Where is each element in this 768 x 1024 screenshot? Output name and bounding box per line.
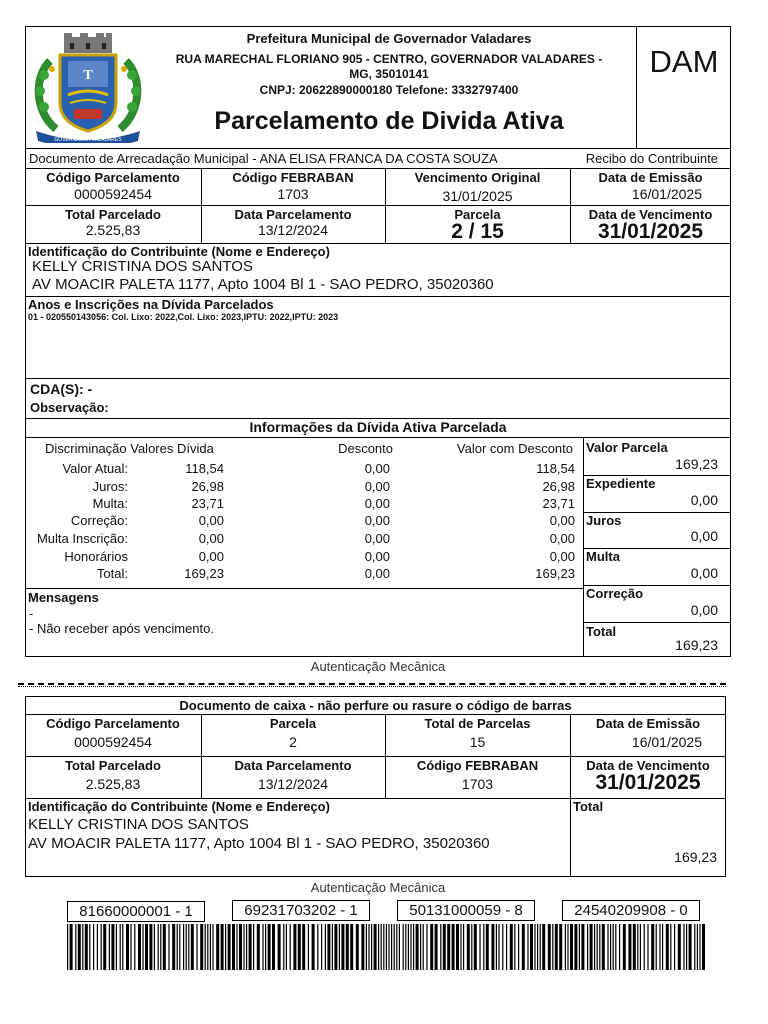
codigo-febraban-label: Código FEBRABAN [232, 170, 354, 185]
caixa-codigo-febraban-label: Código FEBRABAN [416, 758, 539, 773]
caixa-data-vencimento-label: Data de Vencimento [586, 758, 710, 773]
total-parcelado-value: 2.525,83 [85, 222, 141, 238]
linha-digitavel-campo: 50131000059 - 8 [397, 900, 535, 921]
caixa-contribuinte-endereco: AV MOACIR PALETA 1177, Apto 1004 Bl 1 - SAO PEDRO, 35020360 [28, 835, 490, 852]
codigo-parcelamento-value: 0000592454 [74, 186, 152, 202]
linha-digitavel-campo: 69231703202 - 1 [232, 900, 370, 921]
header-valor-com-desconto: Valor com Desconto [456, 441, 573, 456]
prefeitura-address-line1: RUA MARECHAL FLORIANO 905 - CENTRO, GOVERNADOR VALADARES - [175, 52, 603, 66]
resumo-value: 169,23 [675, 456, 718, 472]
autenticacao-mecanica: Autenticação Mecânica [310, 659, 446, 674]
resumo-label: Juros [586, 513, 622, 528]
prefeitura-cnpj: CNPJ: 20622890000180 Telefone: 3332797400 [259, 83, 519, 97]
table-row-label: Multa Inscrição: [36, 531, 128, 546]
caixa-parcela-label: Parcela [269, 716, 317, 731]
document-title: Parcelamento de Divida Ativa [214, 107, 564, 135]
cut-line [18, 683, 726, 687]
data-parcelamento-label: Data Parcelamento [234, 207, 352, 222]
data-parcelamento-value: 13/12/2024 [257, 222, 329, 238]
mensagens-linha2: - Não receber após vencimento. [29, 621, 214, 636]
caixa-data-parcelamento-value: 13/12/2024 [257, 776, 329, 792]
caixa-contribuinte-nome: KELLY CRISTINA DOS SANTOS [28, 816, 249, 833]
table-row-com-desconto: 0,00 [549, 549, 575, 564]
table-row-desconto: 0,00 [364, 513, 390, 528]
caixa-codigo-febraban-value: 1703 [461, 776, 494, 792]
caixa-data-vencimento-value: 31/01/2025 [595, 771, 701, 794]
total-parcelado-label: Total Parcelado [65, 207, 161, 222]
cda-label: CDA(S): - [30, 381, 93, 397]
resumo-value: 0,00 [690, 565, 718, 581]
table-row-com-desconto: 0,00 [549, 513, 575, 528]
caixa-total-parcelas-label: Total de Parcelas [424, 716, 531, 731]
parcela-value: 2 / 15 [451, 220, 504, 243]
prefeitura-address-line2: MG, 35010141 [349, 67, 429, 81]
table-row-desconto: 0,00 [364, 461, 390, 476]
table-row-label: Correção: [70, 513, 128, 528]
linha-digitavel-campo: 81660000001 - 1 [67, 901, 205, 922]
table-row-valor: 26,98 [191, 479, 224, 494]
caixa-data-parcelamento-label: Data Parcelamento [234, 758, 352, 773]
table-row-valor: 0,00 [198, 513, 224, 528]
table-row-desconto: 0,00 [364, 479, 390, 494]
resumo-value: 169,23 [675, 637, 718, 653]
table-row-desconto: 0,00 [364, 531, 390, 546]
contribuinte-label: Identificação do Contribuinte (Nome e Endereço) [28, 244, 330, 259]
caixa-total-value: 169,23 [674, 849, 717, 865]
table-row-valor: 0,00 [198, 531, 224, 546]
table-row-label: Honorários [64, 549, 128, 564]
observacao-label: Observação: [30, 400, 109, 415]
table-row-label: Valor Atual: [62, 461, 128, 476]
table-row-label: Total: [96, 566, 128, 581]
resumo-label: Correção [586, 586, 644, 601]
prefeitura-name: Prefeitura Municipal de Governador Valadares [246, 31, 532, 46]
table-row-desconto: 0,00 [364, 496, 390, 511]
codigo-parcelamento-label: Código Parcelamento [46, 170, 180, 185]
resumo-value: 0,00 [690, 528, 718, 544]
vencimento-original-label: Vencimento Original [414, 170, 541, 185]
data-vencimento-value: 31/01/2025 [597, 220, 704, 243]
contribuinte-endereco: AV MOACIR PALETA 1177, Apto 1004 Bl 1 - SAO PEDRO, 35020360 [32, 276, 494, 293]
caixa-contribuinte-label: Identificação do Contribuinte (Nome e Endereço) [28, 799, 330, 814]
recibo-contribuinte: Recibo do Contribuinte [585, 151, 718, 166]
caixa-total-parcelas-value: 15 [469, 734, 486, 750]
table-row-label: Multa: [92, 496, 128, 511]
table-row-com-desconto: 23,71 [542, 496, 575, 511]
vencimento-original-value: 31/01/2025 [442, 188, 513, 204]
caixa-title: Documento de caixa - não perfure ou rasure o código de barras [179, 698, 572, 713]
anos-label: Anos e Inscrições na Dívida Parcelados [28, 297, 274, 312]
dam-label: DAM [649, 44, 719, 79]
caixa-data-emissao-label: Data de Emissão [595, 716, 701, 731]
table-row-com-desconto: 26,98 [542, 479, 575, 494]
caixa-data-emissao-value: 16/01/2025 [631, 734, 702, 750]
svg-text:T: T [83, 68, 93, 83]
table-row-valor: 118,54 [185, 461, 224, 476]
resumo-value: 0,00 [690, 602, 718, 618]
table-row-valor: 0,00 [198, 549, 224, 564]
table-row-valor: 23,71 [191, 496, 224, 511]
anos-detalhe: 01 - 020550143056: Col. Lixo: 2022,Col. Lixo: 2023,IPTU: 2022,IPTU: 2023 [28, 312, 339, 322]
barcode [67, 924, 707, 970]
data-emissao-label: Data de Emissão [598, 170, 703, 185]
caixa-codigo-parcelamento-label: Código Parcelamento [46, 716, 180, 731]
caixa-parcela-value: 2 [289, 734, 297, 750]
mensagens-label: Mensagens [28, 590, 99, 605]
contribuinte-nome: KELLY CRISTINA DOS SANTOS [32, 258, 253, 275]
caixa-codigo-parcelamento-value: 0000592454 [74, 734, 152, 750]
header-desconto: Desconto [338, 441, 393, 456]
resumo-label: Total [586, 624, 617, 639]
autenticacao-mecanica-2: Autenticação Mecânica [310, 880, 446, 895]
resumo-label: Multa [586, 549, 620, 564]
city-coat-of-arms-logo [30, 31, 146, 143]
resumo-value: 0,00 [690, 492, 718, 508]
mensagens-linha1: - [29, 606, 34, 621]
table-row-desconto: 0,00 [364, 549, 390, 564]
logo-ribbon-text: GOVERNADOR VALADARES [54, 137, 122, 143]
header-discriminacao: Discriminação Valores Dívida [45, 441, 214, 456]
table-row-desconto: 0,00 [364, 566, 390, 581]
data-vencimento-label: Data de Vencimento [588, 207, 713, 222]
caixa-total-parcelado-value: 2.525,83 [85, 776, 141, 792]
data-emissao-value: 16/01/2025 [631, 186, 702, 202]
info-title: Informações da Dívida Ativa Parcelada [249, 419, 507, 435]
table-row-com-desconto: 0,00 [549, 531, 575, 546]
codigo-febraban-value: 1703 [277, 186, 309, 202]
caixa-total-parcelado-label: Total Parcelado [65, 758, 161, 773]
table-row-valor: 169,23 [184, 566, 224, 581]
parcela-label: Parcela [454, 207, 501, 222]
doc-description: Documento de Arrecadação Municipal - ANA ELISA FRANCA DA COSTA SOUZA [29, 151, 498, 166]
caixa-total-label: Total [573, 799, 604, 814]
resumo-label: Valor Parcela [586, 440, 668, 455]
resumo-label: Expediente [586, 476, 656, 491]
table-row-com-desconto: 118,54 [536, 461, 575, 476]
linha-digitavel-campo: 24540209908 - 0 [562, 900, 700, 921]
table-row-com-desconto: 169,23 [535, 566, 575, 581]
table-row-label: Juros: [92, 479, 128, 494]
